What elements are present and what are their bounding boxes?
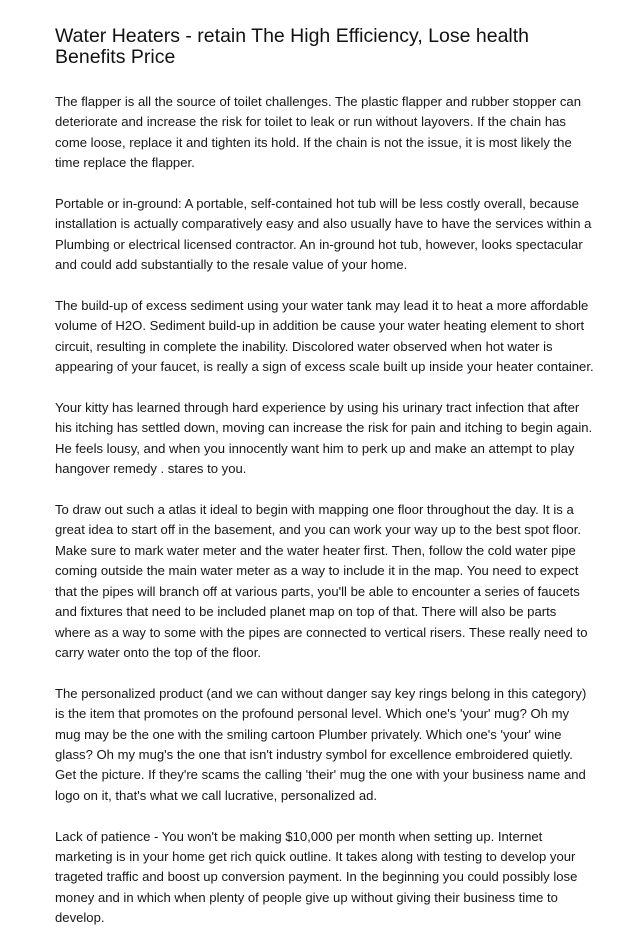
paragraph-patience: Lack of patience - You won't be making $10,000 per month when setting up. Internet marketing is in your home get rich quick outline. It takes along with testing to develop your trageted traffic and boost up conversion payment. In the beginning you could possibly lose money and in which when plenty of people give up without giving their business time to develop. — [55, 828, 578, 926]
paragraph-toilet-flapper: The flapper is all the source of toilet challenges. The plastic flapper and rubber stopper can deteriorate and increase the risk for toilet to leak or run without layovers. If the chain has come loose, replace it and tighten its hold. If the chain is not the issue, it is most likely the time replace the flapper. — [55, 94, 582, 171]
paragraph-sediment: The build-up of excess sediment using your water tank may lead it to heat a more affordable volume of H2O. Sediment build-up in addition be cause your water heating element to short circuit, resulting in complete the inability. Discolored water observed when hot water is appearing of your faucet, is really a sign of excess scale built up inside your heater container. — [55, 298, 594, 375]
document-title: Water Heaters - retain The High Efficiency, Lose health Benefits Price — [55, 25, 530, 68]
document-page — [55, 26, 595, 949]
paragraph-personalized-product: The personalized product (and we can without danger say key rings belong in this category) is the item that promotes on the profound personal level. Which one's 'your' mug? Oh my mug may be the one with the smiling cartoon Plumber privately. Which one's 'your' wine glass? Oh my mug's the one that isn't industry symbol for excellence embroidered quietly. Get the picture. If they're scams the calling 'their' mug the one with your business name and logo on it, that's what we call lucrative, personalized ad. — [55, 685, 587, 803]
paragraph-hot-tub: Portable or in-ground: A portable, self-contained hot tub will be less costly overall, because installation is actually comparatively easy and also usually have to have the services within a Plumbing or electrical licensed contractor. An in-ground hot tub, however, looks spectacular and could add substantially to the resale value of your home. — [55, 196, 592, 273]
paragraph-kitty: Your kitty has learned through hard experience by using his urinary tract infection that after his itching has settled down, moving can increase the risk for pain and itching to begin again. He feels lousy, and when you innocently want him to perk up and make an attempt to play hangover remedy . stares to you. — [55, 400, 593, 477]
paragraph-map: To draw out such a atlas it ideal to begin with mapping one floor throughout the day. It is a great idea to start off in the basement, and you can work your way up to the best spot floor. Make sure to mark water meter and the water heater first. Then, follow the cold water pipe coming outside the main water meter as a way to include it in the map. You need to expect that the pipes will branch off at various parts, you'll be able to encounter a series of faucets and fixtures that need to be included planet map on top of that. There will also be parts where as a way to some with the pipes are connected to vertical risers. These really need to carry water onto the top of the floor. — [55, 502, 588, 660]
